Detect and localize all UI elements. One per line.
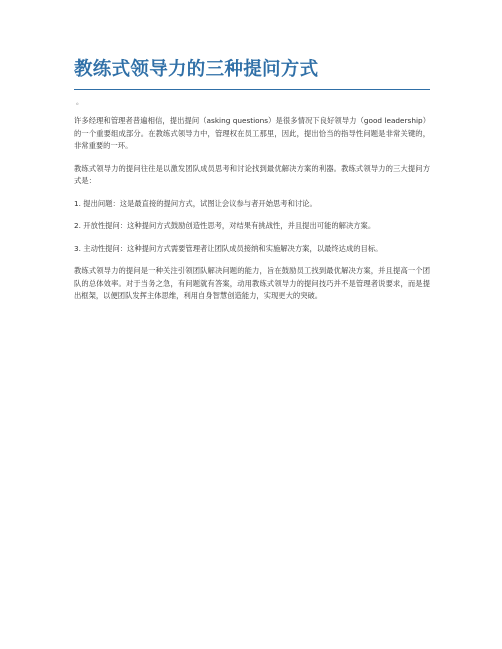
document-title: 教练式领导力的三种提问方式: [74, 59, 319, 80]
intro-paragraph: 许多经理和管理者普遍相信，提出提问（asking questions）是很多情况下良好领导力（good leadership）的一个重要组成部分。在教练式领导力中，管理权在员工那里，因此，提出恰当的指导性问题是非常关键的，非常重要的一环。: [74, 116, 430, 150]
document-page: [74, 58, 430, 303]
list-item-3: 3. 主动性提问：这种提问方式需要管理者让团队成员接纳和实施解决方案，以最终达成的目标。: [74, 243, 383, 253]
list-item-2: 2. 开放性提问：这种提问方式鼓励创造性思考，对结果有挑战性，并且提出可能的解决方案。: [74, 221, 376, 230]
paragraph-mark: 。: [76, 98, 83, 106]
title-divider: [74, 89, 430, 90]
list-item-1: 1. 提出问题：这是最直接的提问方式，试图让会议参与者开始思考和讨论。: [74, 198, 317, 208]
conclusion-paragraph: 教练式领导力的提问是一种关注引领团队解决问题的能力，旨在鼓励员工找到最优解决方案，并且提高一个团队的总体效率。对于当务之急，有问题就有答案，动用教练式领导力的提问技巧并不是管理者说要求，而是提出框架，以便团队发挥主体思维，利用自身智慧创造能力，实现更大的突破。: [74, 266, 430, 300]
overview-paragraph: 教练式领导力的提问往往是以激发团队成员思考和讨论找到最优解决方案的利器。教练式领导力的三大提问方式是：: [74, 163, 430, 185]
